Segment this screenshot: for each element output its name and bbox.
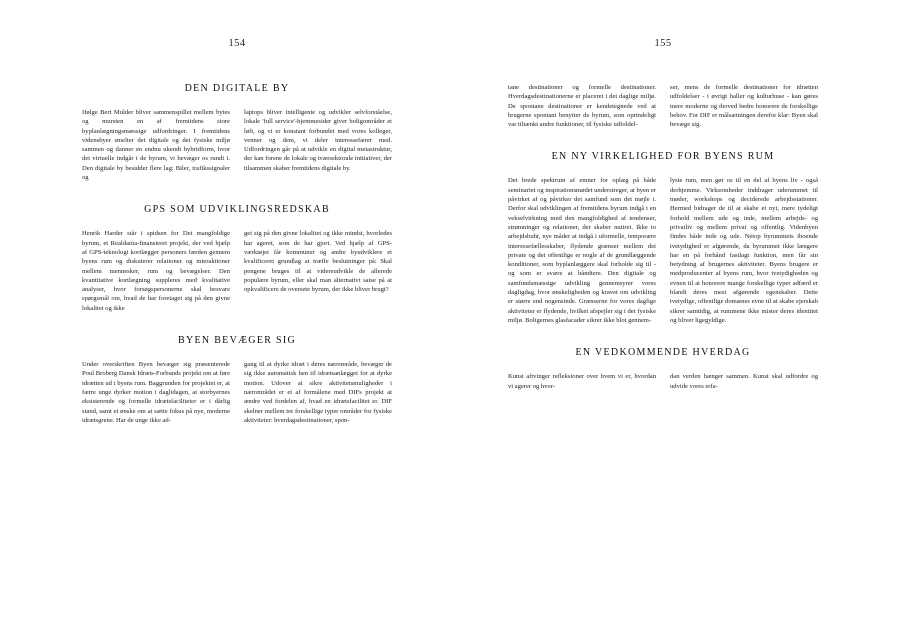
page-number-right: 155	[654, 38, 672, 49]
section-heading: BYEN BEVÆGER SIG	[177, 335, 297, 347]
column	[82, 108, 230, 182]
column-group	[82, 360, 392, 425]
column	[508, 372, 656, 391]
column-group	[508, 372, 818, 391]
body-text: laptops bliver intelligente og udvikler selvforståelse, lokale 'full service'-hjemmesider giver boligområder et løft, og vi er konstant forbundet med vores kolleger, venner og dem, vi deler interessefærer med. Udfordringen går på at udvikle en digital metastruktur, der kan forene de lokale og tværsektorale initiativer, der tilsammen skaber fremtidens digitale by.	[244, 109, 392, 172]
body-text: Kunst aftvinger refleksioner over hvem vi er, hvordan vi agerer og hvor-	[508, 373, 656, 390]
section-byen-bevaeger-sig	[82, 335, 392, 425]
column	[670, 83, 818, 129]
column	[670, 176, 818, 325]
body-text: lyste rum, men gør os til en del af byens liv - også derhjemme. Virksomheder inddrager uderummet til møder, workshops og deciderede arbejdsstationer. Hermed bidrager de til at skabe et nyt, mere tydeligt forhold mellem ude og inde, mellem arbejds- og privatliv og mellem privat og offentlig. Videnbyen findes både inde og ude. Netop byrummets iboende tvetydighed er afgørende, da byrummet ikke længere har en på forhånd fastlagt funktion, men får sin betydning af brugernes aktiviteter. Byens brugere er medproducenter af byens rum, hvor tvetydigheden og evnen til at honorere mange forskellige typer adfærd er blandt deres mest afgørende egenskaber. Dette tvetydige, offentlige domænes evne til at skabe ejerskab sikrer samtidig, at rummene ikke mister deres identitet og bliver ligegyldige.	[670, 177, 818, 324]
body-text: get sig på den givne lokalitet og ikke mindst, hvorledes har ageret, som de har gjort. Ved hjælp af GPS-værktøjet får kommuner og andre byudviklere et kvalificeret grundlag at træffe beslutninger på: Skal pengene bruges til at videreudvikle de allerede populære byrum, eller skal man alternativt satse på at opkvalificere de oversete byrum, der ikke bliver brugt?	[244, 230, 392, 294]
section-en-vedkommende-hverdag	[508, 347, 818, 391]
body-text: Under overskriften Byen bevæger sig præsenterede Poul Broberg Dansk Idræts-Forbunds projekt om at føre idrætten ud i byens rum. Baggrunden for projektet er, at færre unge dyrker motion i daglidagen, at storbyernes eksisterende og formelle idrætsfaciliteter er i dårlig stand, samt et ønske om at sætte fokus på nye, moderne idrætsgrene. Har de unge ikke ad-	[82, 361, 230, 424]
column	[244, 360, 392, 425]
section-heading: EN NY VIRKELIGHED FOR BYENS RUM	[551, 151, 775, 163]
section-heading: EN VEDKOMMENDE HVERDAG	[575, 347, 751, 359]
body-text: tane destinationer og formelle destinationer. Hverdagsdestinationerne er placeret i det daglige miljø. De spontane destinationer er kendetegnede ved at brugerne spontant benytter de byrum, som oprindeligt var tiltænkt andre funktioner, til fysiske udfoldel-	[508, 84, 656, 129]
column	[82, 360, 230, 425]
body-text: Det brede spektrum af emner for oplæg på både seminariet og inspirationsmødet understreger, at byen er påvirket af og påvirker det samfund som det møjle i. Derfor skal udviklingen af fremtidens byrum indgå i en vekselvirkning med den mangfoldighed af tendenser, strømninger og relationer, der skaber nutiret. Ikke to arbejdsbuhr, nye måder at indgå i uformelle, temporære interessefællesskaber, flydende grænser mellem det private og det offentlige er nogle af de grundlæggende konditioner, som byplanlæggere skal forholde sig til - og som er svære at håndtere. Den digitale og samfundsmæssige udvikling gennemsyrer vores dagligdag, hvor ønskeligheden og kravet om udvikling er større end nogensinde. Grænserne for vores daglige aktiviteter er flydende, hvilket afspejler sig i det fysiske miljø. Boligernes glasfacader sikrer ikke blot gennem-	[508, 177, 656, 324]
section-gps-som-udviklingsredskab	[82, 204, 392, 313]
page-right	[450, 0, 900, 636]
section-heading: GPS SOM UDVIKLINGSREDSKAB	[144, 204, 330, 216]
body-text: dan verden hænger sammen. Kunst skal udfordre og udvide vores erfa-	[670, 373, 818, 390]
column	[508, 176, 656, 325]
section-heading: DEN DIGITALE BY	[184, 83, 290, 94]
column-group	[82, 229, 392, 313]
section-en-ny-virkelighed-for-byens-rum	[508, 151, 818, 325]
body-text: gang til at dyrke idræt i deres nærområde, bevæger de sig ikke automatisk hen til idrætsanlægget for at dyrke motion. Udover at sikre aktivitetsmuligheder i nærområdet er et af formålene med DIFs projekt at ændre ved fordelen af, hvad en idrætsfacilitet er. DIF skelner mellem tre forskellige typer områder for fysiske aktiviteter: hverdagsdestinationer, spon-	[244, 361, 392, 424]
column	[82, 229, 230, 313]
column	[670, 372, 818, 391]
body-text: Ifølge Bert Mulder bliver sammenspillet mellem bytes og mursten en af fremtidens store byplanlægningsmæssige udfordringer. I fremtidens vidensbyer smelter det digitale og det fysiske miljø sammen og danner en endnu ukendt hybridform, hvor det virtuelle indgår i de byrum, vi bevæger os rundt i. Den digitale by besidder flere lag: Biler, trafikssignaler og	[82, 109, 230, 182]
section-continuation	[508, 83, 818, 129]
page-number-left: 154	[228, 38, 246, 49]
column	[508, 83, 656, 129]
body-text: Henrik Harder står i spidsen for Det mangfoldige byrum, et Realdania-finansieret projekt, der ved hjælp af GPS-teknologi kortlægger personers færden gennem byens rum og diskuterer relationer og interaktioner mellem mennesker, rum og bevægelser. Den kvantitative kortlægning suppleres med kvalitative analyser, hvor forsøgspersonerne skal besvare spørgsmål om, hvad de har foretaget sig på den givne lokalitet og ikke	[82, 230, 230, 312]
column-group	[508, 176, 818, 325]
column-group	[508, 83, 818, 129]
column-group	[82, 108, 392, 182]
column	[244, 229, 392, 313]
column	[244, 108, 392, 182]
body-text: ser, mens de formelle destinationer for idrætten udfoldelser - i øvrigt haller og kulturhuse - kan gøres mere moderne og derved bedre honorere de forskellige behov. For DIF er målsætningen derefor klar: Byen skal bevæge sig.	[670, 84, 818, 129]
section-den-digitale-by	[82, 83, 392, 182]
